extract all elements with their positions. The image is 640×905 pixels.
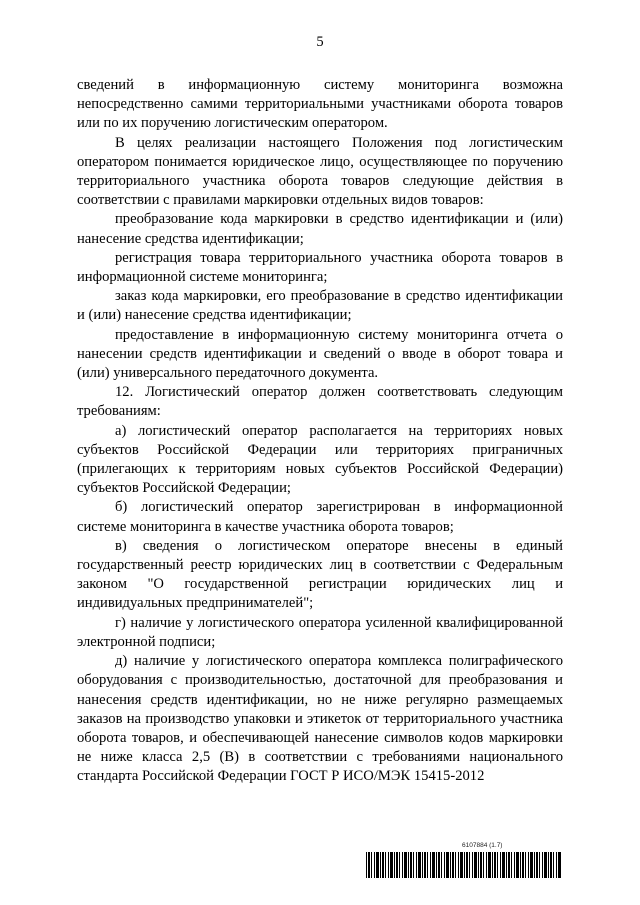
paragraph: заказ кода маркировки, его преобразование в средство идентификации и (или) нанесение средства идентификации; <box>77 288 563 324</box>
paragraph: д) наличие у логистического оператора комплекса полиграфического оборудования с производительностью, достаточной для преобразования и нанесения средств идентификации, но не ниже регулярно размещаемых заказов на производство упаковки и этикеток от территориального участника оборота товаров, и обеспечивающей нанесение символов кодов маркировки не ниже класса 2,5 (В) в соответствии с требованиями национального стандарта Российской Федерации ГОСТ Р ИСО/МЭК 15415-2012 <box>77 653 563 785</box>
barcode-caption: 6107884 (1.7) <box>462 842 503 849</box>
paragraph: сведений в информационную систему мониторинга возможна непосредственно самими территориальными участниками оборота товаров или по их поручению логистическим оператором. <box>77 77 563 132</box>
paragraph: регистрация товара территориального участника оборота товаров в информационной системе мониторинга; <box>77 249 563 286</box>
paragraph: б) логистический оператор зарегистрирован в информационной системе мониторинга в качестве участника оборота товаров; <box>77 499 563 535</box>
paragraph: 12. Логистический оператор должен соответствовать следующим требованиям: <box>77 384 563 420</box>
paragraph: г) наличие у логистического оператора усиленной квалифицированной электронной подписи; <box>77 614 563 650</box>
paragraph: преобразование кода маркировки в средство идентификации и (или) нанесение средства идентификации; <box>77 211 563 247</box>
document-body <box>77 76 563 787</box>
paragraph: предоставление в информационную систему мониторинга отчета о нанесении средств идентификации и сведений о вводе в оборот товара и (или) универсального передаточного документа. <box>77 326 563 382</box>
paragraph: в) сведения о логистическом операторе внесены в единый государственный реестр юридических лиц в соответствии с Федеральным законом "О государственной регистрации юридических лиц и индивидуальных предпринимателей"; <box>77 537 563 612</box>
barcode-icon <box>366 852 562 878</box>
document-barcode <box>366 842 562 880</box>
paragraph: а) логистический оператор располагается на территориях новых субъектов Российской Федерации или территориях приграничных (прилегающих к территориям новых субъектов Российской Федерации) субъектов Российской Федерации; <box>77 422 563 497</box>
page-number: 5 <box>316 34 324 50</box>
paragraph: В целях реализации настоящего Положения под логистическим оператором понимается юридическое лицо, осуществляющее по поручению территориального участника оборота товаров следующие действия в соответствии с правилами маркировки отдельных видов товаров: <box>77 134 563 209</box>
